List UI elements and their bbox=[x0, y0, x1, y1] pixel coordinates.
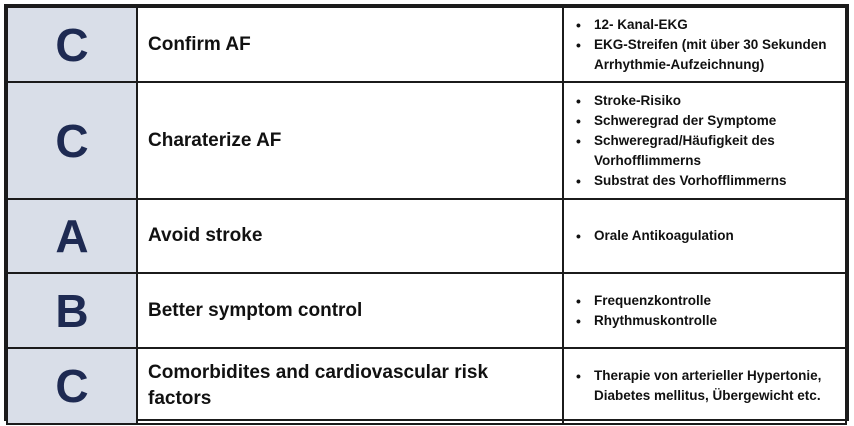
table-row-comorbidities bbox=[7, 348, 846, 424]
row-details bbox=[563, 7, 846, 82]
row-title: Avoid stroke bbox=[137, 199, 563, 273]
ccabc-table-frame bbox=[4, 4, 849, 421]
row-letter: C bbox=[7, 348, 137, 424]
row-title: Comorbidites and cardiovascular risk factors bbox=[137, 348, 563, 424]
bullet-item: • EKG-Streifen (mit über 30 Sekunden Arrhythmie-Aufzeichnung) bbox=[574, 35, 839, 75]
row-details bbox=[563, 199, 846, 273]
bullet-item: • Stroke-Risiko bbox=[574, 91, 839, 111]
row-details bbox=[563, 348, 846, 424]
table-row-avoid-stroke bbox=[7, 199, 846, 273]
bullet-item: • Orale Antikoagulation bbox=[574, 226, 839, 246]
bullet-item: • Rhythmuskontrolle bbox=[574, 311, 839, 331]
bullet-item: • Schweregrad/Häufigkeit des Vorhofflimmerns bbox=[574, 131, 839, 171]
bullet-item: • 12- Kanal-EKG bbox=[574, 15, 839, 35]
row-letter: C bbox=[7, 82, 137, 199]
row-title: Confirm AF bbox=[137, 7, 563, 82]
row-letter: C bbox=[7, 7, 137, 82]
ccabc-table bbox=[6, 6, 847, 425]
bullet-item: • Therapie von arterieller Hypertonie, Diabetes mellitus, Übergewicht etc. bbox=[574, 366, 839, 406]
bullet-list bbox=[574, 226, 839, 246]
bullet-item: • Frequenzkontrolle bbox=[574, 291, 839, 311]
table-row-confirm bbox=[7, 7, 846, 82]
row-letter: B bbox=[7, 273, 137, 348]
row-title: Better symptom control bbox=[137, 273, 563, 348]
bullet-list bbox=[574, 366, 839, 406]
table-row-characterize bbox=[7, 82, 846, 199]
row-details bbox=[563, 82, 846, 199]
row-letter: A bbox=[7, 199, 137, 273]
bullet-list bbox=[574, 15, 839, 75]
bullet-item: • Substrat des Vorhofflimmerns bbox=[574, 171, 839, 191]
row-details bbox=[563, 273, 846, 348]
bullet-list bbox=[574, 291, 839, 331]
bullet-item: • Schweregrad der Symptome bbox=[574, 111, 839, 131]
row-title: Charaterize AF bbox=[137, 82, 563, 199]
bullet-list bbox=[574, 91, 839, 191]
table-row-symptom-control bbox=[7, 273, 846, 348]
